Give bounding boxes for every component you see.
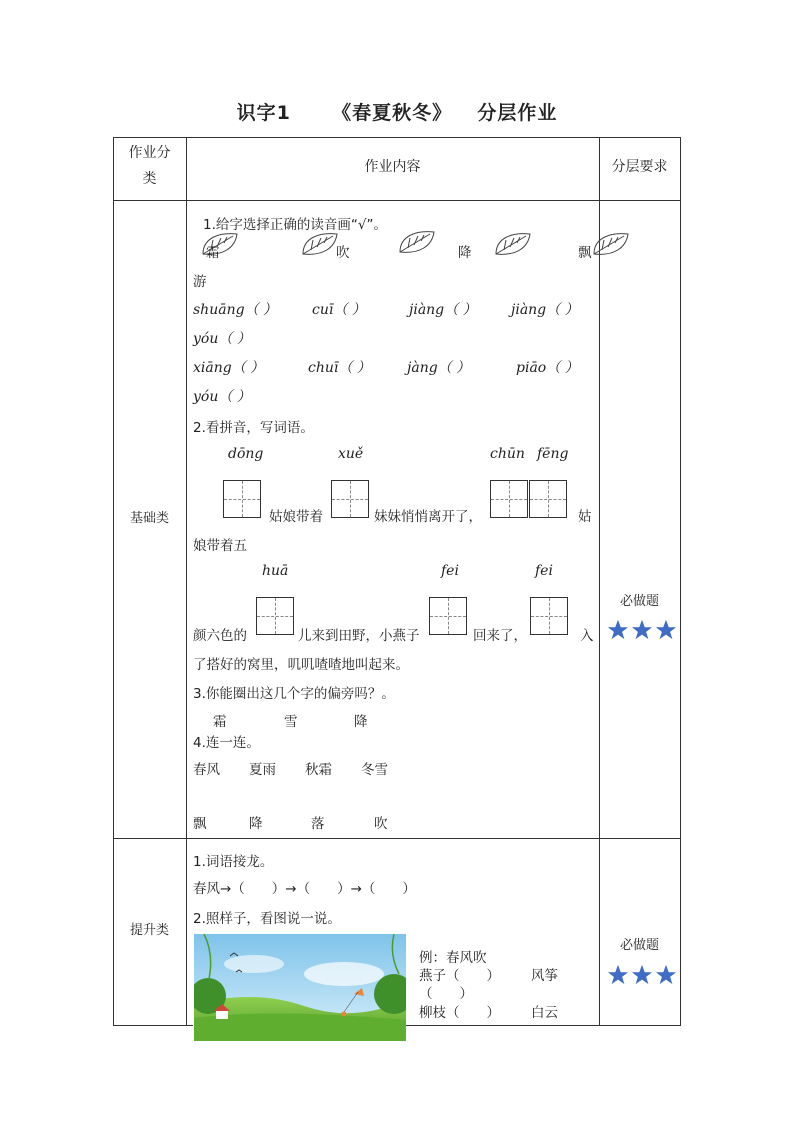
sentence-text: 娘带着五 [193,538,247,554]
star-icon [631,619,653,641]
pinyin-option[interactable]: piāo（ ） [516,360,579,376]
star-icon [607,619,629,641]
pinyin-option[interactable]: jiàng（ ） [511,302,579,318]
fill-blank[interactable]: 燕子（ ） [419,968,500,984]
pinyin-label: fei [441,563,459,579]
match-item[interactable]: 秋霜 [305,762,332,778]
writing-grid[interactable] [331,480,369,518]
leaf-char: 降 [458,245,472,261]
fill-blank[interactable]: 柳枝（ ） [419,1005,500,1021]
star-icon [655,619,677,641]
example-text: 例：春风吹 [419,950,487,966]
sentence-text: 入 [580,628,594,644]
pinyin-option[interactable]: yóu（ ） [193,389,251,405]
radical-char[interactable]: 霜 [213,714,227,730]
match-item[interactable]: 飘 [193,816,207,832]
leaf-icon [590,230,632,258]
star-icon [655,964,677,986]
basic-q4: 4.连一连。 [193,735,260,751]
fill-blank-label: 风筝 [531,968,558,984]
star-icon [631,964,653,986]
sentence-text: 颜六色的 [193,628,247,644]
pinyin-label: fei [535,563,553,579]
sentence-text: 妹妹悄悄离开了， [374,509,482,525]
star-rating [607,619,677,641]
match-item[interactable]: 落 [311,816,325,832]
writing-grid[interactable] [429,597,467,635]
match-item[interactable]: 冬雪 [361,762,388,778]
pinyin-label: huā [262,563,289,579]
star-rating [607,964,677,986]
pinyin-option[interactable]: jàng（ ） [407,360,471,376]
pinyin-option[interactable]: chuī（ ） [308,360,371,376]
sentence-text: 姑 [578,509,592,525]
page-title [0,98,794,125]
pinyin-label: fēng [537,446,569,462]
basic-q3: 3.你能圈出这几个字的偏旁吗？。 [193,686,395,702]
pinyin-label: chūn [490,446,525,462]
leaf-char: 游 [193,274,207,290]
basic-q1: 1.给字选择正确的读音画“√”。 [203,217,387,233]
header-requirement: 分层要求 [611,159,668,175]
fill-blank-label: 白云 [531,1005,558,1021]
leaf-char: 飘 [578,245,592,261]
match-item[interactable]: 夏雨 [249,762,276,778]
advanced-q2: 2.照样子，看图说一说。 [193,911,341,927]
leaf-icon [492,230,534,258]
title-part1: 识字1 [236,102,291,124]
pinyin-label: dōng [228,446,264,462]
match-item[interactable]: 降 [249,816,263,832]
writing-grid[interactable] [223,480,261,518]
match-item[interactable]: 吹 [374,816,388,832]
title-part3: 分层作业 [477,102,558,124]
sentence-text: 儿来到田野，小燕子 [298,628,420,644]
writing-grid[interactable] [490,480,528,518]
sentence-text: 了搭好的窝里，叽叽喳喳地叫起来。 [193,657,409,673]
pinyin-option[interactable]: jiàng（ ） [409,302,477,318]
category-basic: 基础类 [129,511,169,526]
sentence-text: 回来了， [473,628,527,644]
header-content: 作业内容 [364,159,421,175]
radical-char[interactable]: 雪 [284,714,298,730]
leaf-char: 吹 [336,245,350,261]
requirement-advanced: 必做题 [619,938,659,953]
fill-blank[interactable]: （ ） [419,986,473,1002]
writing-grid[interactable] [529,480,567,518]
pinyin-option[interactable]: shuāng（ ） [193,302,277,318]
header-category: 作业分 类 [128,145,171,187]
title-part2: 《春夏秋冬》 [332,102,453,124]
pinyin-label: xuě [338,446,364,462]
requirement-basic: 必做题 [619,594,659,609]
advanced-q1: 1.词语接龙。 [193,854,274,870]
sentence-text: 姑娘带着 [269,509,323,525]
star-icon [607,964,629,986]
spring-scene-image [194,934,406,1041]
match-item[interactable]: 春风 [193,762,220,778]
pinyin-option[interactable]: yóu（ ） [193,331,251,347]
radical-char[interactable]: 降 [354,714,368,730]
basic-q2: 2.看拼音，写词语。 [193,420,314,436]
category-advanced: 提升类 [129,923,169,938]
leaf-char: 霜 [206,245,220,261]
writing-grid[interactable] [530,597,568,635]
word-chain[interactable]: 春风→（ ）→（ ）→（ ） [193,881,416,897]
writing-grid[interactable] [256,597,294,635]
pinyin-option[interactable]: xiāng（ ） [193,360,265,376]
leaf-icon [299,230,341,258]
pinyin-option[interactable]: cuī（ ） [312,302,366,318]
leaf-icon [396,228,438,256]
